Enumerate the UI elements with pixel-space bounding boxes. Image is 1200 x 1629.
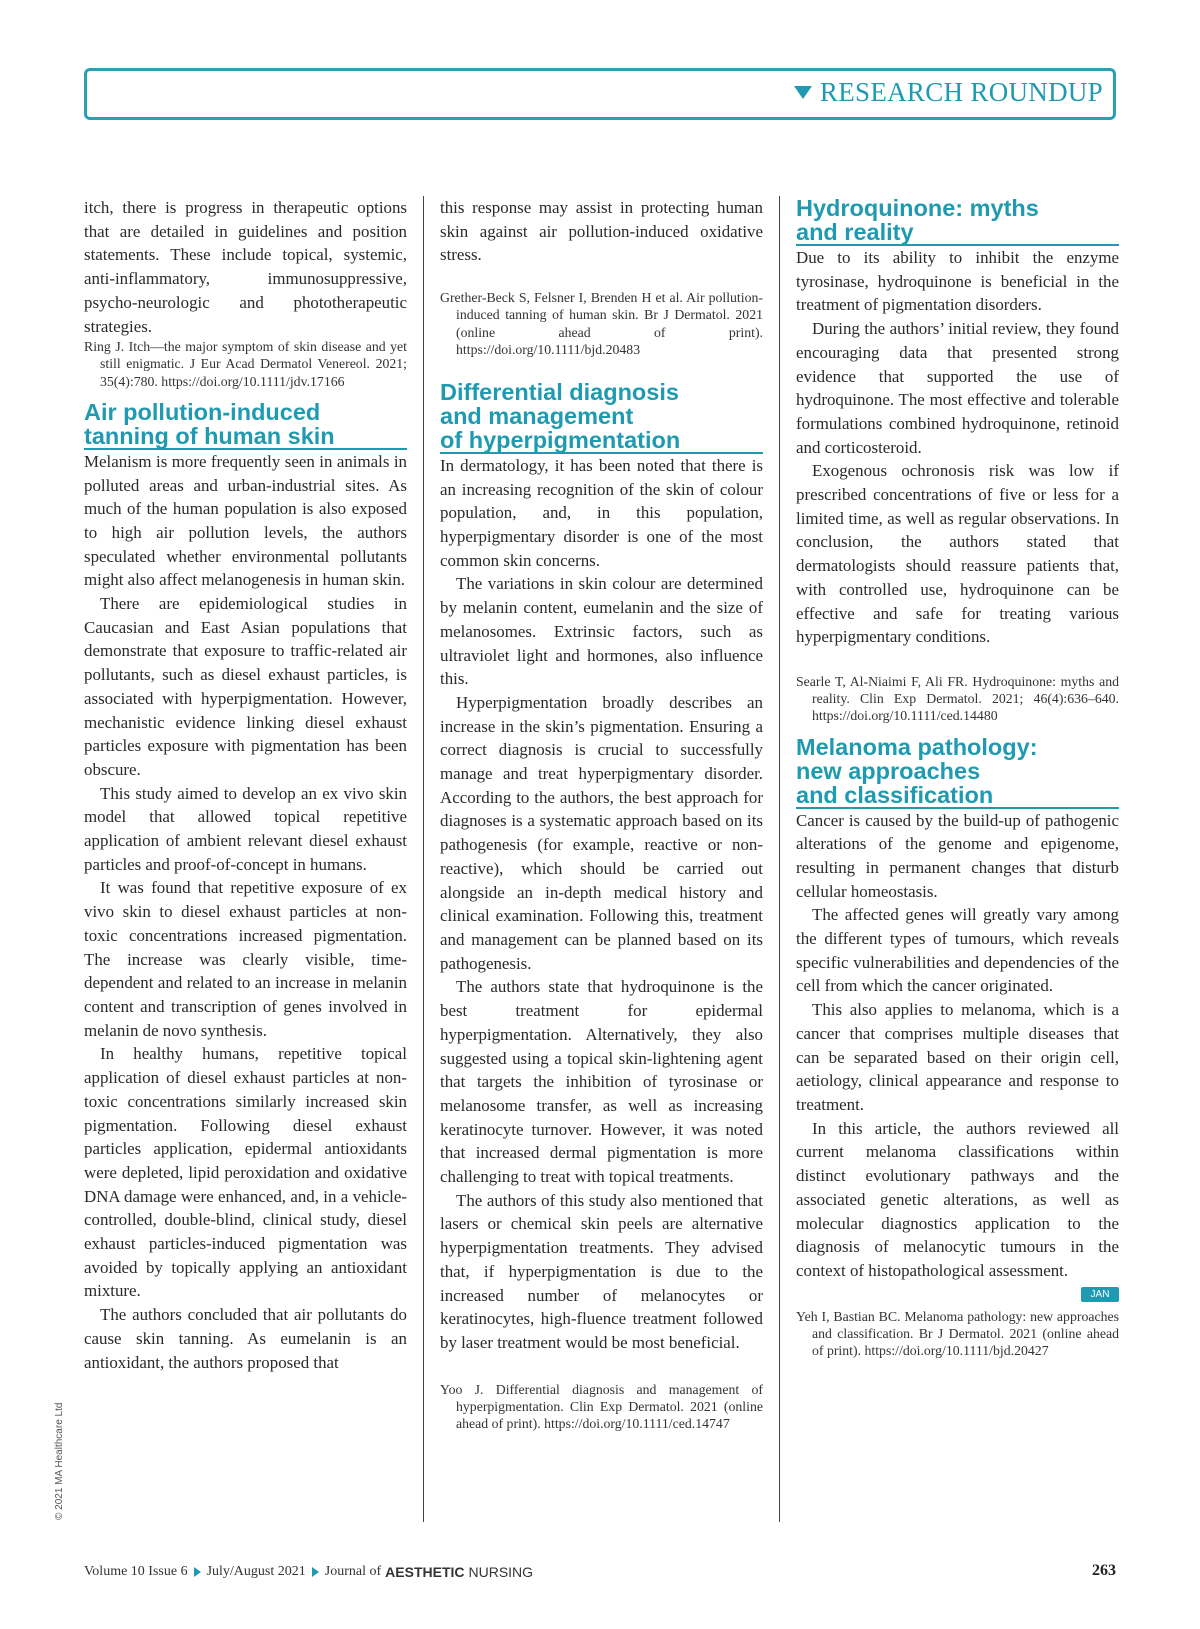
paragraph: Cancer is caused by the build-up of pathogenic alterations of the genome and epigenome, resulting in permanent changes that disturb cellular homeostasis. (796, 810, 1119, 901)
section-title: RESEARCH ROUNDUP (819, 77, 1103, 107)
column-1 (84, 196, 407, 1374)
footer-journal-bold: AESTHETIC (385, 1564, 465, 1580)
heading-line: new approaches (796, 757, 981, 784)
triangle-right-icon (312, 1567, 319, 1577)
column-divider-2 (779, 196, 780, 1522)
paragraph: During the authors’ initial review, they found encouraging data that presented strong evidence that supported the use of hydroquinone. The most effective and tolerable formulations combined hydroquinone, retinoid and corticosteroid. (796, 319, 1119, 457)
heading-air-pollution (84, 400, 407, 450)
paragraph: The authors state that hydroquinone is the best treatment for epidermal hyperpigmentation. Alternatively, they also suggested using a topical skin-lightening agent that targets the inhibition of tyrosinase or melanosome transfer, as well as increasing keratinocyte turnover. However, it was noted that increased dermal pigmentation is more challenging to treat with topical treatments. (440, 977, 763, 1187)
paragraph: Due to its ability to inhibit the enzyme tyrosinase, hydroquinone is beneficial in the treatment of pigmentation disorders. (796, 248, 1119, 315)
paragraph: this response may assist in protecting human skin against air pollution-induced oxidative stress. (440, 198, 763, 265)
column-2 (440, 196, 763, 1432)
copyright-note: © 2021 MA Healthcare Ltd (54, 1402, 65, 1520)
paragraph: Exogenous ochronosis risk was low if prescribed concentrations of five or less for a limited time, as well as regular observations. In conclusion, the authors stated that dermatologists should reassure patients that, with controlled use, hydroquinone can be effective and safe for treating various hyperpigmentary conditions. (796, 461, 1119, 647)
paragraph: Melanism is more frequently seen in animals in polluted areas and urban-industrial sites. As much of the human population is also exposed to high air pollution levels, the authors speculated whether environmental pollutants might also affect melanogenesis in human skin. (84, 451, 407, 590)
section-tag (794, 77, 1103, 108)
reference-yoo: Yoo J. Differential diagnosis and management of hyperpigmentation. Clin Exp Dermatol. 2021 (online ahead of print). https://doi.org/10.1111/ced.14747 (440, 1381, 763, 1432)
heading-line: Differential diagnosis (440, 378, 679, 405)
reference-yeh: Yeh I, Bastian BC. Melanoma pathology: new approaches and classification. Br J Dermatol. 2021 (online ahead of print). https://doi.org/10.1111/bjd.20427 (796, 1308, 1119, 1359)
page-number: 263 (1092, 1562, 1116, 1579)
paragraph: There are epidemiological studies in Caucasian and East Asian populations that demonstrate that exposure to traffic-related air pollutants, such as diesel exhaust particles, is associated with hyperpigmentation. However, mechanistic evidence linking diesel exhaust particles exposure with pigmentation has been obscure. (84, 594, 407, 779)
triangle-right-icon (194, 1567, 201, 1577)
heading-line: and classification (796, 781, 994, 808)
footer-journal-prefix: Journal of (324, 1564, 382, 1579)
heading-line: and management (440, 402, 634, 429)
paragraph: The variations in skin colour are determined by melanin content, eumelanin and the size of melanosomes. Extrinsic factors, such as ultraviolet light and hormones, also influence this. (440, 574, 763, 689)
triangle-down-icon (794, 86, 812, 99)
paragraph: The affected genes will greatly vary among the different types of tumours, which reveals specific vulnerabilities and dependencies of the cell from which the cancer originated. (796, 905, 1119, 996)
footer-journal-rest: NURSING (468, 1564, 534, 1580)
paragraph: The authors concluded that air pollutants do cause skin tanning. As eumelanin is an antioxidant, the authors proposed that (84, 1305, 407, 1372)
paragraph: It was found that repetitive exposure of ex vivo skin to diesel exhaust particles at non-toxic concentrations increased pigmentation. The increase was clearly visible, time-dependent and related to an increase in melanin content and transcription of genes involved in melanin de novo synthesis. (84, 878, 407, 1040)
paragraph: In healthy humans, repetitive topical application of diesel exhaust particles at non-toxic concentrations similarly increased skin pigmentation. Following diesel exhaust particles application, epidermal antioxidants were depleted, lipid peroxidation and oxidative DNA damage were enhanced, and, in a vehicle-controlled, double-blind, clinical study, diesel exhaust particles-induced pigmentation was avoided by topically applying an antioxidant mixture. (84, 1044, 407, 1301)
heading-melanoma-pathology (796, 735, 1119, 809)
heading-line: Air pollution-induced (84, 398, 321, 425)
heading-hydroquinone (796, 196, 1119, 246)
heading-differential-diagnosis (440, 380, 763, 454)
heading-line: Hydroquinone: myths (796, 195, 1039, 221)
jan-badge: JAN (1081, 1287, 1119, 1302)
heading-line: tanning of human skin (84, 422, 335, 449)
paragraph: In dermatology, it has been noted that there is an increasing recognition of the skin of colour population, and, in this population, hyperpigmentary disorder is one of the most common skin concerns. (440, 455, 763, 570)
paragraph: The authors of this study also mentioned that lasers or chemical skin peels are alternative hyperpigmentation treatments. They advised that, if hyperpigmentation is due to the increased number of melanocytes or keratinocytes, high-fluence treatment followed by laser treatment would be most beneficial. (440, 1190, 763, 1352)
paragraph: In this article, the authors reviewed all current melanoma classifications within distinct evolutionary pathways and the associated genetic alterations, as well as molecular diagnostics application to the diagnosis of melanocytic tumours in the context of histopathological assessment. (796, 1118, 1119, 1280)
footer-date: July/August 2021 (206, 1564, 306, 1579)
paragraph: itch, there is progress in therapeutic options that are detailed in guidelines and position statements. These include topical, systemic, anti-inflammatory, immunosuppressive, psycho-neurologic and phototherapeutic strategies. (84, 198, 407, 336)
heading-line: and reality (796, 219, 914, 245)
section-header-box (84, 68, 1116, 120)
paragraph: This study aimed to develop an ex vivo skin model that allowed topical repetitive application of ambient relevant diesel exhaust particles and proof-of-concept in humans. (84, 783, 407, 874)
footer-volume: Volume 10 Issue 6 (84, 1564, 188, 1579)
paragraph: Hyperpigmentation broadly describes an increase in the skin’s pigmentation. Ensuring a correct diagnosis is crucial to successfully manage and treat hyperpigmentary disorder. According to the authors, the best approach for diagnoses is a systematic approach based on its pathogenesis (for example, reactive or non-reactive), which should be carried out alongside an in-depth medical history and clinical examination. Following this, treatment and management can be planned based on its pathogenesis. (440, 692, 763, 973)
heading-line: Melanoma pathology: (796, 733, 1038, 760)
paragraph: This also applies to melanoma, which is a cancer that comprises multiple diseases that can be separated based on their origin cell, aetiology, clinical appearance and response to treatment. (796, 1000, 1119, 1114)
column-divider-1 (423, 196, 424, 1522)
heading-line: of hyperpigmentation (440, 426, 681, 453)
reference-searle: Searle T, Al-Niaimi F, Ali FR. Hydroquinone: myths and reality. Clin Exp Dermatol. 2021; 46(4):636–640. https://doi.org/10.1111/ced.14480 (796, 673, 1119, 724)
footer (84, 1564, 533, 1580)
column-3 (796, 196, 1119, 1359)
reference-air-pollution: Grether-Beck S, Felsner I, Brenden H et al. Air pollution-induced tanning of human skin. Br J Dermatol. 2021 (online ahead of print). https://doi.org/10.1111/bjd.20483 (440, 290, 763, 357)
reference-itch: Ring J. Itch—the major symptom of skin disease and yet still enigmatic. J Eur Acad Dermatol Venereol. 2021; 35(4):780. https://doi.org/10.1111/jdv.17166 (84, 339, 407, 389)
